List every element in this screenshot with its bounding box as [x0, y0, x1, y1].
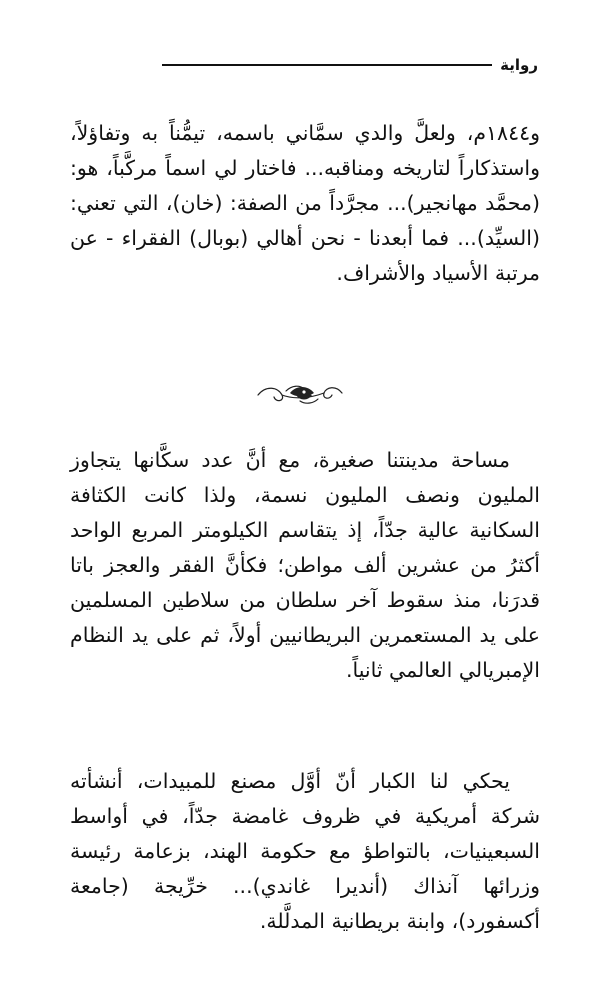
floral-divider-icon	[252, 373, 348, 413]
running-header	[158, 50, 538, 80]
paragraph-3: يحكي لنا الكبار أنّ أوَّل مصنع للمبيدات، أنشأته شركة أمريكية في ظروف غامضة جدّاً، في أواسط السبعينيات، بالتواطؤ مع حكومة الهند، بزعامة رئيسة وزرائها آنذاك (أنديرا غاندي)... خرِّيجة (جامعة أكسفورد)، وابنة بريطانية المدلَّلة.	[70, 769, 540, 933]
paragraph-2: مساحة مدينتنا صغيرة، مع أنَّ عدد سكَّانها يتجاوز المليون ونصف المليون نسمة، ولذا كانت الكثافة السكانية عالية جدّاً، إذ يتقاسم الكيلومتر المربع الواحد أكثرُ من عشرين ألف مواطن؛ فكأنَّ الفقر والعجز باتا قدرَنا، منذ سقوط آخر سلطان من سلاطين المسلمين على يد المستعمرين البريطانيين أولاً، ثم على يد النظام الإمبريالي العالمي ثانياً.	[70, 448, 540, 682]
header-rule	[162, 64, 492, 66]
paragraph-1: و١٨٤٤م، ولعلَّ والدي سمَّاني باسمه، تيمُّناً به وتفاؤلاً، واستذكاراً لتاريخه ومناقبه... فاختار لي اسماً مركَّباً، هو: (محمَّد مهانجير)... مجرَّداً من الصفة: (خان)، التي تعني: (السيِّد)... فما أبعدنا - نحن أهالي (بوبال) الفقراء - عن مرتبة الأسياد والأشراف.	[70, 121, 540, 285]
section-label: رواية	[500, 56, 538, 74]
